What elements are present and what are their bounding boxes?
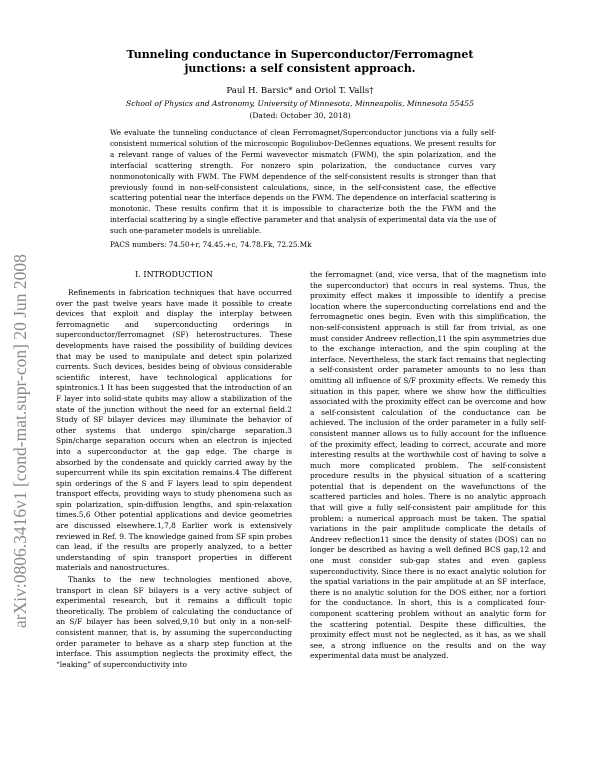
section-heading-introduction: I. INTRODUCTION — [135, 270, 213, 279]
paper-title: Tunneling conductance in Superconductor/Ferromagnet junctions: a self consistent approach. — [126, 48, 474, 75]
abstract: We evaluate the tunneling conductance of clean Ferromagnet/Superconductor junctions via a fully self-consistent numerical solution of the microscopic Bogoliubov-DeGennes equations. We present results for a relevant range of values of the Fermi wavevector mismatch (FWM), the spin polarization, and the interfacial scattering strength. For nonzero spin polarization, the conductance curves vary nonmonotonically with FWM. The FWM dependence of the self-consistent results is stronger than that previously found in non-self-consistent calculations, since, in the self-consistent case, the effective scattering potential near the interface depends on the FWM. The dependence on interfacial scattering is monotonic. These results confirm that it is impossible to characterize both the the FWM and the interfacial scattering by a single effective parameter and that analysis of experimental data via the use of such one-parameter models is unreliable. — [110, 128, 496, 236]
paragraph: Thanks to the new technologies mentioned above, transport in clean SF bilayers is a very active subject of experimental research, but it remains a difficult topic theoretically. The problem of calculating the conductance of an S/F bilayer has been solved,9,10 but only in a non-self-consistent manner, that is, by assuming the superconducting order parameter to behave as a sharp step function at the interface. This assumption neglects the proximity effect, the “leaking” of superconductivity into — [56, 575, 292, 669]
left-column — [56, 288, 292, 670]
paragraph: the ferromagnet (and, vice versa, that of the magnetism into the superconductor) that occurs in real systems. Thus, the proximity effect makes it impossible to identify a precise location where the superconducting correlations end and the ferromagnetic ones begin. Even with this simplification, the non-self-consistent approach is still far from trivial, as one must consider Andreev reflection,11 the spin asymmetries due to the exchange interaction, and the spin coupling at the interface. Nevertheless, the stark fact remains that neglecting a self-consistent order parameter amounts to no less than omitting all influence of S/F proximity effects. We remedy this situation in this paper, where we show how the difficulties associated with the proximity effect can be overcome and how a self-consistent calculation of the conductance can be achieved. The inclusion of the order parameter in a fully self-consistent manner allows us to fully account for the influence of the proximity effect, leading to correct, accurate and more interesting results at the worthwhile cost of having to solve a much more complicated problem. The self-consistent procedure results in the physical situation of a scattering potential that is dependent on the wavefunctions of the scattered particles and holes. There is no analytic approach that will give a fully self-consistent pair amplitude for this problem: a numerical approach must be taken. The spatial variations in the pair amplitude complicate the details of Andreev reflection11 since the density of states (DOS) can no longer be described as having a well defined BCS gap,12 and one must consider sub-gap states and even gapless superconductivity. Since there is no exact analytic solution for the spatial variations in the pair amplitude at an SF interface, there is no analytic solution for the DOS either, nor a fortiori for the conductance. In short, this is a complicated four-component scattering problem without an analytic form for the scattering potential. Despite these difficulties, the proximity effect must not be neglected, as it has, as we shall see, a strong influence on the results and on the way experimental data must be analyzed. — [310, 270, 546, 661]
arxiv-identifier-text: arXiv:0806.3416v1 [cond-mat.supr-con] 20 Jun 2008 — [10, 254, 30, 628]
date-line: (Dated: October 30, 2018) — [249, 111, 351, 120]
author-affiliation: School of Physics and Astronomy, University of Minnesota, Minneapolis, Minnesota 55455 — [126, 99, 474, 108]
paragraph: Refinements in fabrication techniques that have occurred over the past twelve years have made it possible to create devices that exploit and display the interplay between ferromagnetic and superconducting orderings in superconductor/ferromagnet (SF) heterostructures. These developments have raised the possibility of building devices that may be used to manipulate and detect spin polarized currents. Such devices, besides being of obvious considerable scientific interest, have technological applications for spintronics.1 It has been suggested that the introduction of an F layer into solid-state qubits may allow a stabilization of the state of the junction without the need for an external field.2 Study of SF bilayer devices may illuminate the behavior of other systems that undergo spin/charge separation.3 Spin/charge separation occurs when an electron is injected into a superconductor at the gap edge. The charge is absorbed by the condensate and quickly carried away by the supercurrent while its spin excitation remains.4 The different spin orderings of the S and F layers lead to spin dependent transport effects, providing ways to study phenomena such as spin polarization, spin-diffusion lengths, and spin-relaxation times.5,6 Other potential applications and device geometries are discussed elsewhere.1,7,8 Earlier work is extensively reviewed in Ref. 9. The knowledge gained from SF spin probes can lead, if the results are properly analyzed, to a better understanding of spin transport properties in different materials and nanostructures. — [56, 288, 292, 573]
arxiv-identifier-stamp — [4, 150, 34, 630]
author-list: Paul H. Barsic* and Oriol T. Valls† — [226, 86, 374, 96]
right-column — [310, 270, 546, 662]
pacs-numbers: PACS numbers: 74.50+r, 74.45.+c, 74.78.Fk, 72.25.Mk — [110, 240, 312, 249]
